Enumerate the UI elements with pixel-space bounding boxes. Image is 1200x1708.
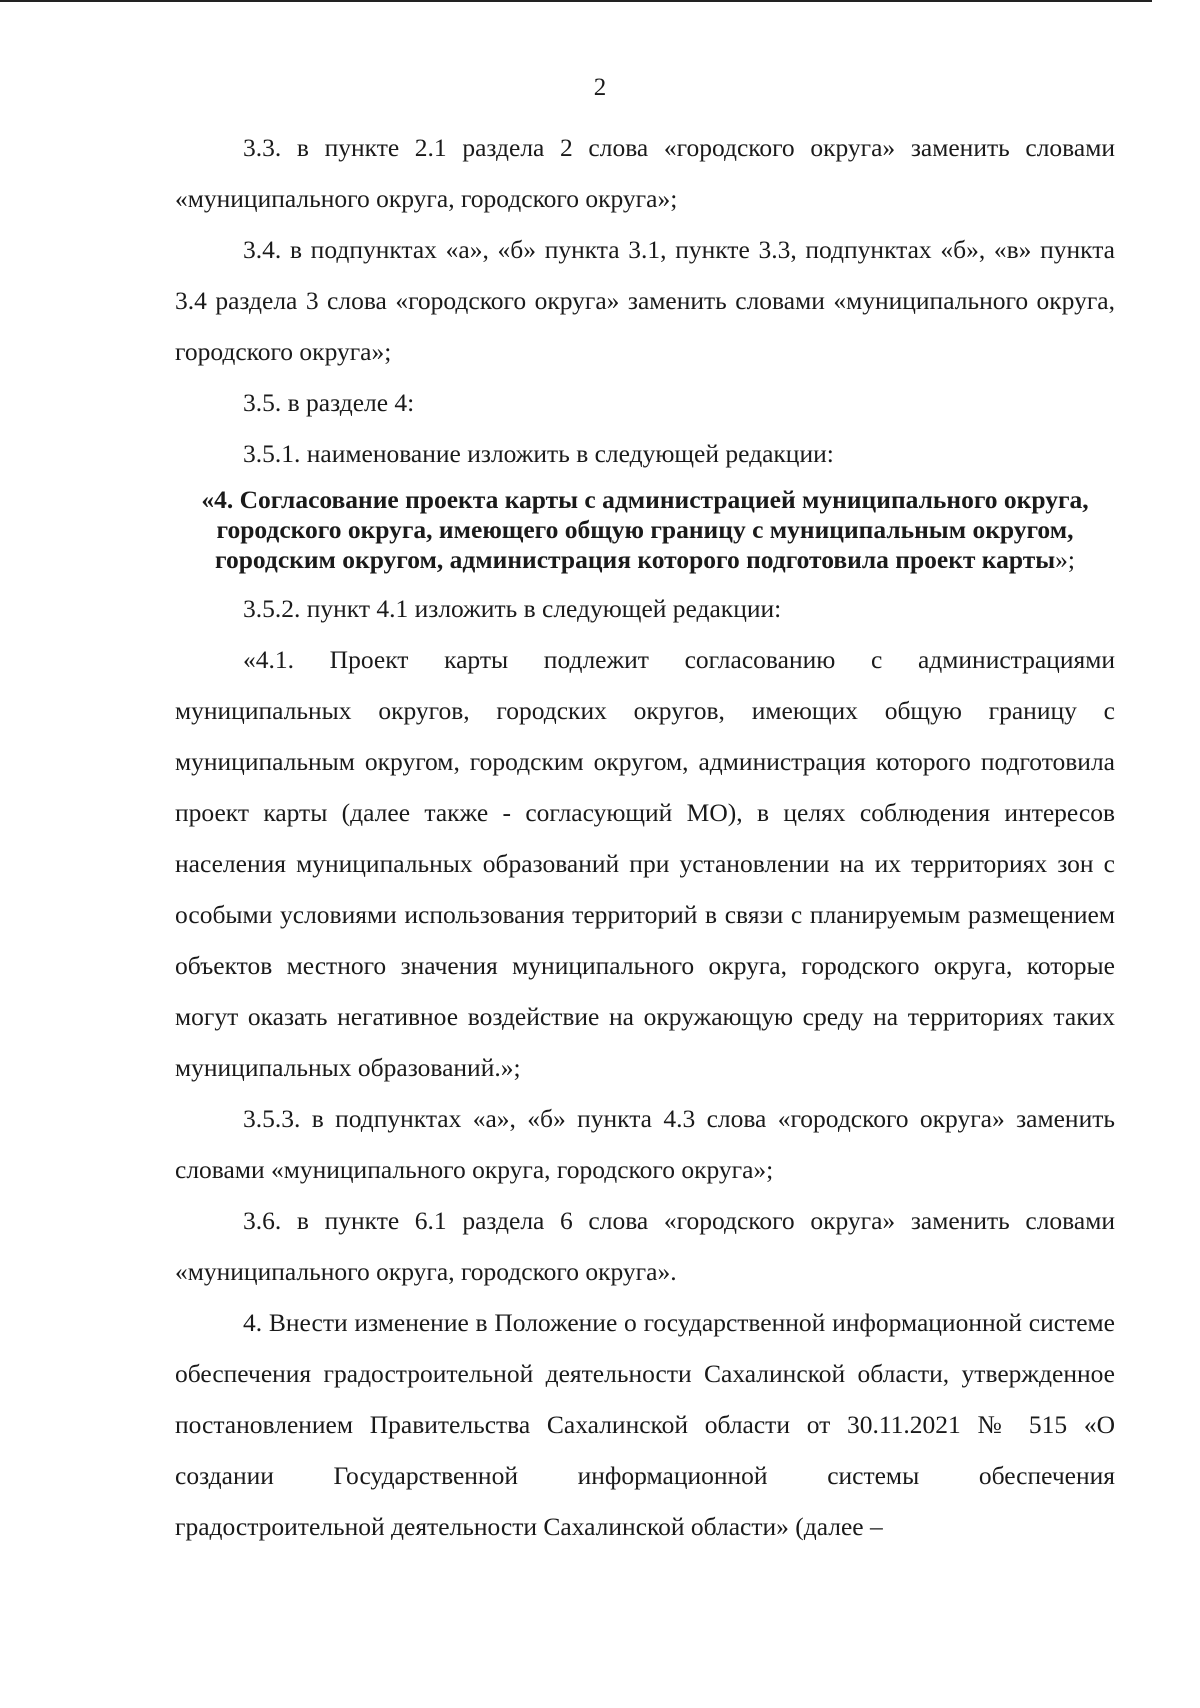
paragraph-3-4: 3.4. в подпунктах «а», «б» пункта 3.1, пункте 3.3, подпунктах «б», «в» пункта 3.4 раздела 3 слова «городского округа» заменить словами «муниципального округа, городского округа»; [175, 235, 1115, 366]
top-border-line [0, 0, 1152, 2]
paragraph-3-3: 3.3. в пункте 2.1 раздела 2 слова «городского округа» заменить словами «муниципального округа, городского округа»; [175, 133, 1115, 213]
paragraph-3-5: 3.5. в разделе 4: [243, 388, 415, 417]
paragraph-3-5-3: 3.5.3. в подпунктах «а», «б» пункта 4.3 слова «городского округа» заменить словами «муниципального округа, городского округа»; [175, 1104, 1115, 1184]
paragraph-3-5-1: 3.5.1. наименование изложить в следующей редакции: [243, 439, 834, 468]
section-heading-closing: »; [1055, 545, 1075, 574]
section-heading [175, 485, 1115, 575]
paragraph-3-5-2: 3.5.2. пункт 4.1 изложить в следующей редакции: [243, 594, 782, 623]
document-body [175, 122, 1115, 1552]
paragraph-3-6: 3.6. в пункте 6.1 раздела 6 слова «городского округа» заменить словами «муниципального округа, городского округа». [175, 1206, 1115, 1286]
paragraph-4-1-quote: «4.1. Проект карты подлежит согласованию с администрациями муниципальных округов, городских округов, имеющих общую границу с муниципальным округом, городским округом, администрация которого подготовила проект карты (далее также - согласующий МО), в целях соблюдения интересов населения муниципальных образований при установлении на их территориях зон с особыми условиями использования территорий в связи с планируемым размещением объектов местного значения муниципального округа, городского округа, которые могут оказать негативное воздействие на окружающую среду на территориях таких муниципальных образований.»; [175, 645, 1115, 1082]
section-heading-text: «4. Согласование проекта карты с администрацией муниципального округа, городского округа, имеющего общую границу с муниципальным округом, городским округом, администрация которого подготовила проект карты [201, 485, 1089, 574]
paragraph-4: 4. Внести изменение в Положение о государственной информационной системе обеспечения градостроительной деятельности Сахалинской области, утвержденное постановлением Правительства Сахалинской области от 30.11.2021 № 515 «О создании Государственной информационной системы обеспечения градостроительной деятельности Сахалинской области» (далее – [175, 1308, 1115, 1541]
page-number: 2 [593, 74, 607, 101]
